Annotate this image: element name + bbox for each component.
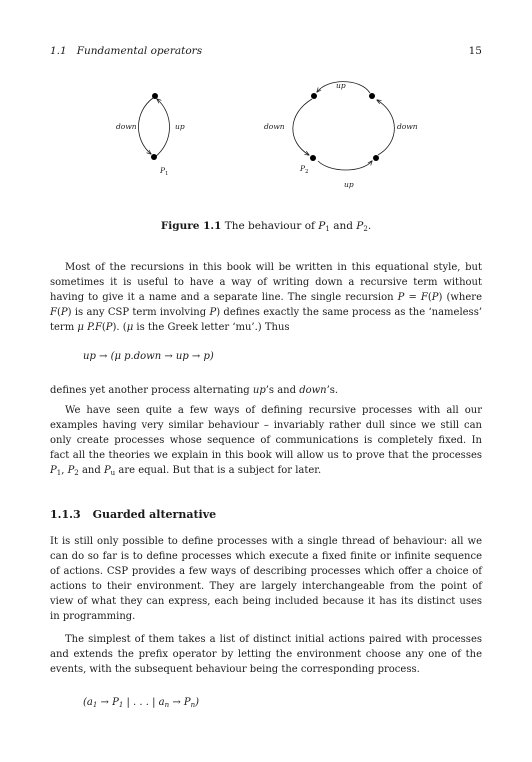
label-up: up bbox=[175, 122, 185, 131]
state-node bbox=[369, 93, 375, 99]
label-up-bottom: up bbox=[344, 180, 354, 189]
edge-down-left bbox=[293, 99, 312, 155]
figure-caption: Figure 1.1 The behaviour of $P_1$ and $P_2$. bbox=[160, 220, 372, 233]
edge-up-bottom bbox=[318, 161, 372, 170]
paragraph-single-thread: It is still only possible to define processes with a single thread of behaviour: all we can do so far is to define processes which execute a fixed finite or infinite sequence of actions. CSP provides a few ways of describing processes which offer a choice of actions to their environment. They are largely interchangeable from the point of view of what they can express, each being included because it has its distinct uses in programming. bbox=[50, 536, 482, 623]
state-node bbox=[152, 93, 158, 99]
state-label-p1: $P_1$ bbox=[160, 166, 169, 177]
paragraph-simplest: The simplest of them takes a list of distinct initial actions paired with processes and extends the prefix operator by letting the environment choose any one of the events, with the subsequent behaviour being the corresponding process. bbox=[50, 634, 482, 676]
section-title: Guarded alternative bbox=[92, 508, 217, 521]
diagram-p1 bbox=[116, 93, 185, 177]
section-number: 1.1.3 bbox=[50, 508, 81, 521]
running-head-section-title: Fundamental operators bbox=[76, 45, 203, 57]
label-down-left: down bbox=[264, 122, 285, 131]
paragraph-alternating: defines yet another process alternating up’s and down’s. bbox=[50, 385, 339, 396]
figure-caption-label: Figure 1.1 bbox=[160, 220, 222, 232]
running-head-section-number: 1.1 bbox=[50, 45, 67, 57]
label-down-right: down bbox=[397, 122, 418, 131]
label-up-top: up bbox=[336, 81, 346, 90]
edge-down bbox=[138, 98, 153, 154]
running-head-section bbox=[50, 45, 202, 57]
diagram-p2 bbox=[264, 81, 418, 189]
state-node bbox=[373, 155, 379, 161]
formula-guarded-alternative: ($a_1 \to P_1$ | . . . | $a_n \to P_n$) bbox=[83, 697, 200, 709]
section-heading bbox=[50, 508, 216, 521]
paragraph-recursive-processes: We have seen quite a few ways of defining recursive processes with all our examples having very similar behaviour – invariably rather dull since we still can only create processes whose sequence of communications is completely fixed. In fact all the theories we explain in this book will allow us to prove that the processes $P_1$, $P_2$ and $P_u$ are equal. But that is a subject for later. bbox=[50, 405, 482, 478]
formula-recursive-term: up → (μ p.down → up → p) bbox=[83, 351, 214, 362]
label-down: down bbox=[116, 122, 137, 131]
figure-1-1 bbox=[0, 72, 532, 202]
page-number: 15 bbox=[468, 45, 482, 57]
state-node bbox=[310, 155, 316, 161]
edge-down-right bbox=[377, 100, 394, 155]
state-label-p2: $P_2$ bbox=[300, 164, 309, 175]
figure-diagrams bbox=[0, 72, 532, 202]
paragraph-recursion: Most of the recursions in this book will be written in this equational style, but sometimes it is useful to have a way of writing down a recursive term without having to give it a name and a separate line. The single recursion P = F(P) (where F(P) is any CSP term involving P) defines exactly the same process as the ‘nameless’ term μ P.F(P). (μ is the Greek letter ‘mu’.) Thus bbox=[50, 262, 483, 334]
state-node bbox=[151, 154, 157, 160]
edge-up bbox=[155, 99, 170, 157]
state-node bbox=[311, 93, 317, 99]
